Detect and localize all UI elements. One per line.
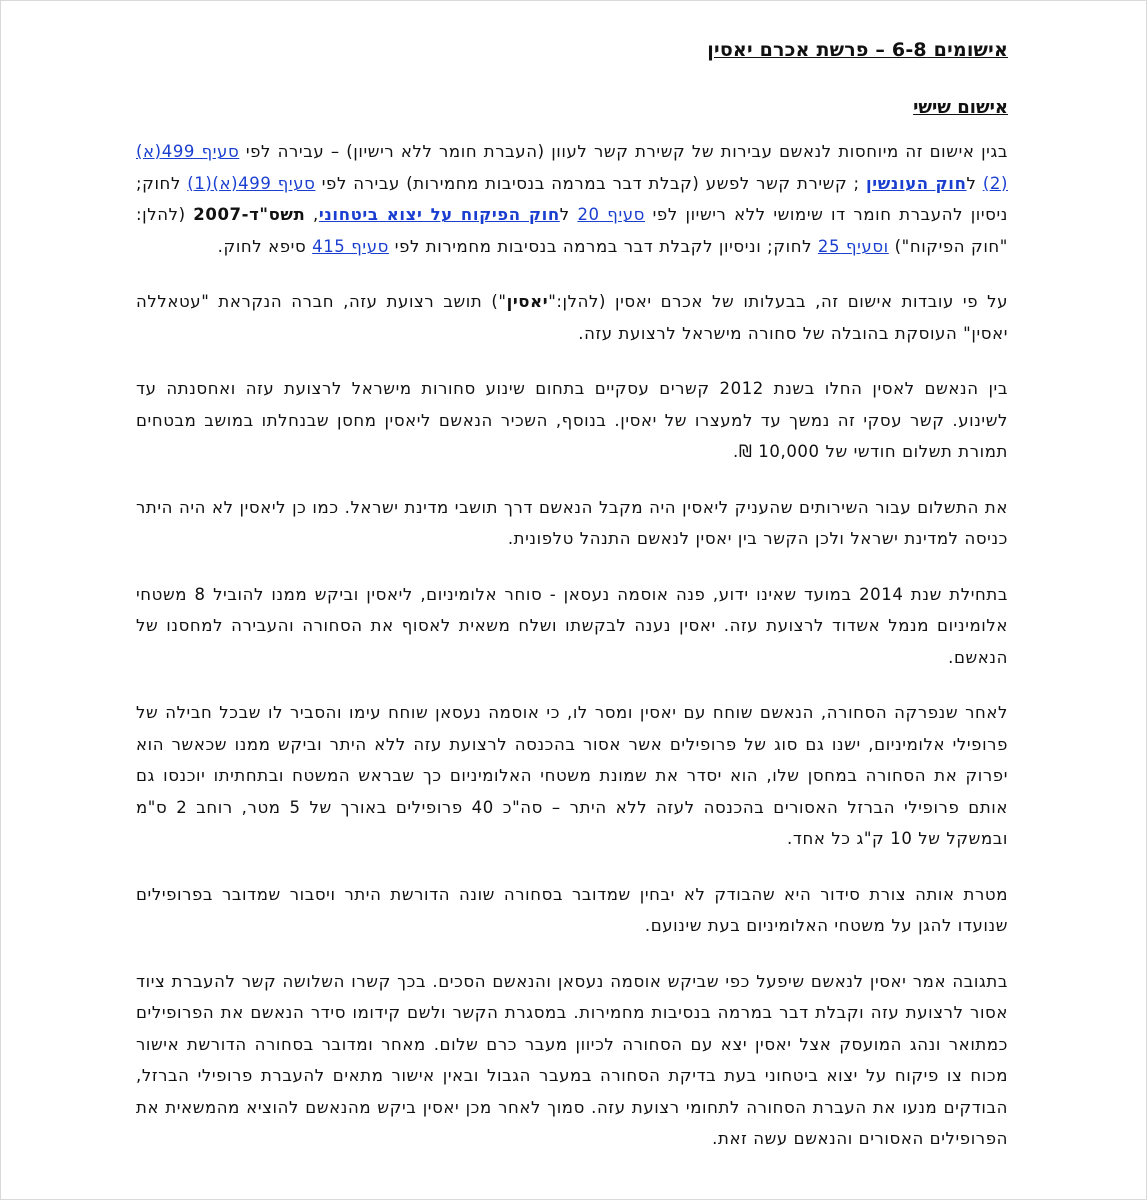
defined-term-yassin: יאסין bbox=[506, 292, 549, 311]
link-section-499a2[interactable]: סעיף 499(א)(2) bbox=[136, 142, 1009, 193]
link-security-export-law[interactable]: חוק הפיקוח על יצוא ביטחוני bbox=[318, 205, 560, 224]
link-section-25[interactable]: וסעיף 25 bbox=[817, 236, 889, 256]
text-run: לחוק; ניסיון להעברת חומר דו שימושי ללא רישיון לפי bbox=[136, 173, 1008, 224]
link-penal-law[interactable]: חוק העונשין bbox=[866, 173, 967, 193]
document-content bbox=[136, 29, 1008, 1179]
text-run: ") תושב רצועת עזה, חברה הנקראת "עטאללה יאסין" העוסקת בהובלה של סחורה מישראל לרצועת עזה. bbox=[136, 292, 1008, 343]
document-title: אישומים 6-8 – פרשת אכרם יאסין bbox=[707, 39, 1008, 61]
text-run: לחוק; וניסיון לקבלת דבר במרמה בנסיבות מחמירות לפי bbox=[388, 236, 818, 256]
text-run: ל bbox=[559, 205, 578, 224]
text-run: ל bbox=[966, 173, 983, 193]
text-run: על פי עובדות אישום זה, בבעלותו של אכרם יאסין (להלן:" bbox=[548, 292, 1009, 311]
text-run: , bbox=[305, 205, 319, 224]
paragraph-aluminium-shipment: בתחילת שנת 2014 במועד שאינו ידוע, פנה אוסמה נעסאן - סוחר אלומיניום, ליאסין וביקש ממנו להוביל 8 משטחי אלומיניום מנמל אשדוד לרצועת עזה. יאסין נענה לבקשתו ושלח משאית לאסוף את הסחורה והעבירה למחסנו של הנאשם. bbox=[136, 584, 1008, 667]
law-year: תשס"ד-2007 bbox=[193, 205, 306, 224]
paragraph-business-relations: בין הנאשם לאסין החלו בשנת 2012 קשרים עסקיים בתחום שינוע סחורות מישראל לרצועת עזה ואחסנתה עד לשינוע. קשר עסקי זה נמשך עד למעצרו של יאסין. בנוסף, השכיר הנאשם ליאסין מחסן שבנחלתו במושב מבטחים תמורת תשלום חודשי של 10,000 ₪. bbox=[136, 379, 1008, 461]
section-title: אישום שישי bbox=[913, 97, 1008, 118]
paragraph-offenses bbox=[136, 136, 1008, 262]
link-section-415[interactable]: סעיף 415 bbox=[312, 236, 389, 256]
text-run: (להלן: "חוק הפיקוח") bbox=[136, 205, 1008, 256]
link-section-20[interactable]: סעיף 20 bbox=[577, 205, 645, 224]
paragraph-conspiracy: בתגובה אמר יאסין לנאשם שיפעל כפי שביקש אוסמה נעסאן והנאשם הסכים. בכך קשרו השלושה קשר להעברת ציוד אסור לרצועת עזה וקבלת דבר במרמה בנסיבות מחמירות. במסגרת הקשר ולשם קידומו סידר הנאשם את הפרופילים כמתואר ונהג המועסק אצל יאסין יצא עם הסחורה לכיוון מעבר כרם שלום. מאחר ומדובר בסחורה הדורשת אישור מכוח צו פיקוח על יצוא ביטחוני בעת בדיקת הסחורה במעבר הגבול ובאין אישור מתאים להעברת פרופילי הברזל, הבודקים מנעו את העברת הסחורה לתחומי רצועת עזה. סמוך לאחר מכן יאסין ביקש מהנאשם להוציא מהמשאית את הפרופילים האסורים והנאשם עשה זאת. bbox=[136, 971, 1008, 1148]
text-run: סיפא לחוק. bbox=[217, 236, 313, 256]
paragraph-purpose: מטרת אותה צורת סידור היא שהבודק לא יבחין שמדובר בסחורה שונה הדורשת היתר ויסבור שמדובר בפרופילים שנועדו להגן על משטחי האלומיניום בעת שינועם. bbox=[136, 884, 1008, 935]
text-run: בגין אישום זה מיוחסות לנאשם עבירות של קשירת קשר לעוון (העברת חומר ללא רישיון) – עבירה לפי bbox=[239, 142, 1008, 161]
text-run: ; קשירת קשר לפשע (קבלת דבר במרמה בנסיבות מחמירות) עבירה לפי bbox=[315, 173, 867, 193]
paragraph-payments: את התשלום עבור השירותים שהעניק ליאסין היה מקבל הנאשם דרך תושבי מדינת ישראל. כמו כן ליאסין לא היה היתר כניסה למדינת ישראל ולכן הקשר בין יאסין לנאשם התנהל טלפונית. bbox=[136, 497, 1008, 548]
paragraph-facts-intro bbox=[136, 286, 1008, 349]
link-section-499a1[interactable]: סעיף 499(א)(1) bbox=[187, 173, 316, 193]
paragraph-concealment-request: לאחר שנפרקה הסחורה, הנאשם שוחח עם יאסין ומסר לו, כי אוסמה נעסאן שוחח עימו והסביר לו שבכל חבילה של פרופילי אלומיניום, ישנו גם סוג של פרופילים אשר אסור בהכנסה לרצועת עזה ללא היתר וביקש ממנו שכאשר הוא יפרוק את הסחורה במחסן שלו, הוא יסדר את שמונת משטחי האלומיניום כך שבראש המשטח ובתחתיתו יוכנסו גם אותם פרופילי הברזל האסורים בהכנסה לעזה ללא היתר – סה"כ 40 פרופילים באורך של 5 מטר, רוחב 2 ס"מ ובמשקל של 10 ק"ג כל אחד. bbox=[136, 703, 1008, 848]
